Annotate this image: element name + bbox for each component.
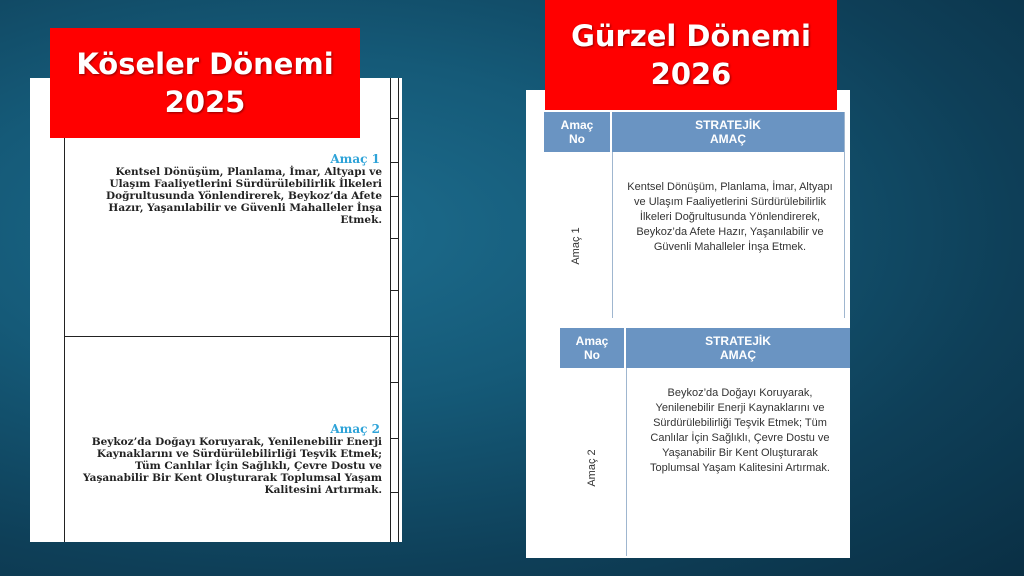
- table2-goal-text: Beykoz’da Doğayı Koruyarak, Yenilenebilir Enerji Kaynaklarını ve Sürdürülebilirliği Teşvik Etmek; Tüm Canlılar İçin Sağlıklı, Çevre Dostu ve Yaşanabilir Bir Kent Oluşturarak Toplumsal Yaşam Kalitesini Artırmak.: [650, 387, 830, 474]
- goal2-title: Amaç 2: [330, 422, 380, 436]
- table1-column-divider: [612, 152, 613, 318]
- tick-mark: [390, 238, 398, 239]
- period-label-year: 2025: [164, 85, 246, 119]
- table-border-outer: [398, 78, 399, 542]
- tick-mark: [390, 196, 398, 197]
- table1-header-stratejik-amac-label: STRATEJİK AMAÇ: [695, 118, 761, 146]
- period-label-2026: [545, 0, 837, 110]
- tick-mark: [390, 438, 398, 439]
- table2-column-divider: [626, 368, 627, 556]
- period-label-2025: [50, 28, 360, 138]
- tick-mark: [390, 118, 398, 119]
- table2-header-amac-no: [560, 328, 624, 368]
- table1-right-border: [844, 112, 845, 318]
- table1-header-amac-no-label: Amaç No: [560, 118, 594, 146]
- table1-header-amac-no: [544, 112, 610, 152]
- period-label-year: 2026: [650, 57, 732, 91]
- table1-goal-text: Kentsel Dönüşüm, Planlama, İmar, Altyapı ve Ulaşım Faaliyetlerini Sürdürülebilirlik İlkeleri Doğrultusunda Yönlendirerek, Beykoz’da Afete Hazır, Yaşanılabilir ve Güvenli Mahalleler İnşa Etmek.: [627, 181, 833, 253]
- table1-row-label: Amaç 1: [570, 227, 582, 265]
- table-border-left: [64, 78, 65, 542]
- table2-header-stratejik-amac: [626, 328, 850, 368]
- tick-mark: [390, 382, 398, 383]
- goal2-text: Beykoz’da Doğayı Koruyarak, Yenilenebilir Enerji Kaynaklarını ve Sürdürülebilirliği Teşvik Etmek; Tüm Canlılar İçin Sağlıklı, Çevre Dostu ve Yaşanabilir Bir Kent Oluşturarak Toplumsal Yaşam Kalitesini Artırmak.: [82, 436, 382, 496]
- table2-row-label: Amaç 2: [586, 449, 598, 487]
- table-border-right: [390, 78, 391, 542]
- goal1-text: Kentsel Dönüşüm, Planlama, İmar, Altyapı ve Ulaşım Faaliyetlerini Sürdürülebilirlik İlkeleri Doğrultusunda Yönlendirerek, Beykoz’da Afete Hazır, Yaşanılabilir ve Güvenli Mahalleler İnşa Etmek.: [106, 166, 382, 226]
- goal1-title: Amaç 1: [330, 152, 380, 166]
- period-label-name: Köseler Dönemi: [76, 46, 334, 81]
- period-label-name: Gürzel Dönemi: [571, 18, 811, 53]
- left-document-page: [30, 78, 402, 542]
- tick-mark: [390, 162, 398, 163]
- tick-mark: [390, 492, 398, 493]
- right-document-page: [526, 90, 850, 558]
- table2-header-amac-no-label: Amaç No: [575, 334, 609, 362]
- table2-header-stratejik-amac-label: STRATEJİK AMAÇ: [705, 334, 771, 362]
- tick-mark: [390, 290, 398, 291]
- table1-header-stratejik-amac: [612, 112, 844, 152]
- row-divider: [64, 336, 398, 337]
